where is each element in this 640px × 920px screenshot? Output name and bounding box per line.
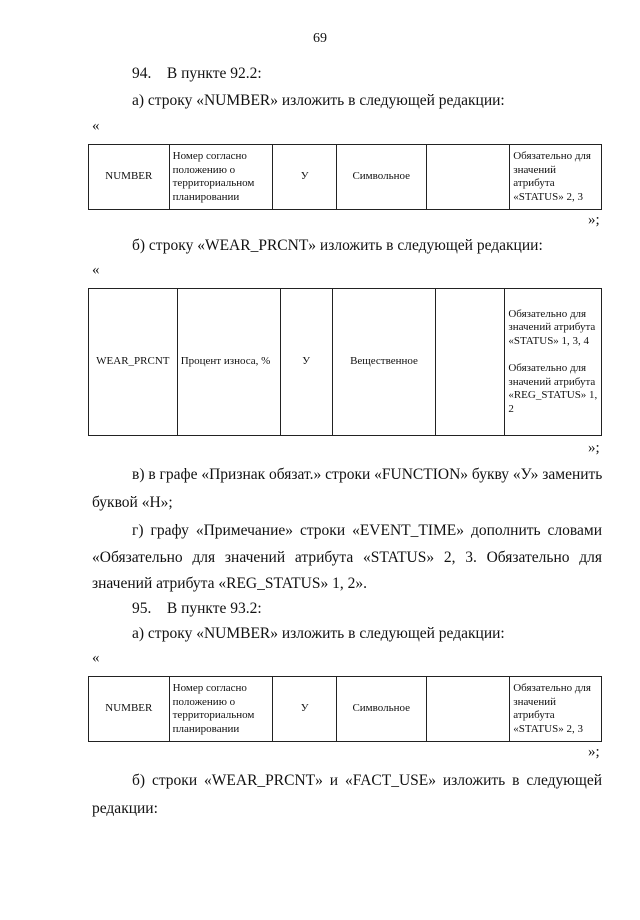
open-quote: «: [92, 118, 100, 134]
close-quote-95: »;: [588, 744, 600, 760]
section-94-number: 94.: [132, 65, 152, 82]
field-name-cell: NUMBER: [89, 145, 170, 210]
section-94-title: В пункте 92.2:: [166, 65, 262, 82]
section-95-number: 95.: [132, 600, 152, 617]
field-note-cell: Обязательно для значений атрибута «STATUS» 2, 3: [510, 677, 602, 742]
note-status: Обязательно для значений атрибута «STATUS» 1, 3, 4: [508, 307, 596, 347]
section-94-item-a: а) строку «NUMBER» изложить в следующей редакции:: [132, 92, 505, 109]
open-quote-95: «: [92, 650, 100, 666]
field-description-cell: Процент износа, %: [177, 289, 280, 436]
field-flag-cell: У: [280, 289, 332, 436]
record-table-wear-prcnt: [88, 288, 602, 436]
field-note-cell: Обязательно для значений атрибута «STATUS» 2, 3: [510, 145, 602, 210]
field-name-cell: NUMBER: [89, 677, 170, 742]
open-quote-b: «: [92, 262, 100, 278]
close-quote-b: »;: [588, 440, 600, 456]
section-95-item-a: а) строку «NUMBER» изложить в следующей редакции:: [132, 625, 505, 642]
record-table-number-95: [88, 676, 602, 742]
record-table-number-94: [88, 144, 602, 210]
section-94-heading: [132, 64, 262, 84]
section-94-item-v-line1: в) в графе «Признак обязат.» строки «FUNCTION» букву «У» заменить: [132, 466, 603, 483]
field-empty-cell: [426, 677, 510, 742]
field-name-cell: WEAR_PRCNT: [89, 289, 178, 436]
section-95-heading: [132, 599, 262, 619]
section-95-title: В пункте 93.2:: [166, 600, 262, 617]
note-reg-status: Обязательно для значений атрибута «REG_STATUS» 1, 2: [508, 362, 598, 415]
table-row: [89, 289, 602, 436]
section-95-item-b-line2: редакции:: [92, 800, 158, 817]
field-description-cell: Номер согласно положению о территориальном планировании: [169, 145, 273, 210]
page-number: 69: [313, 31, 327, 46]
field-flag-cell: У: [273, 145, 336, 210]
field-type-cell: Символьное: [336, 677, 426, 742]
table-row: [89, 145, 602, 210]
field-type-cell: Вещественное: [332, 289, 436, 436]
field-flag-cell: У: [273, 677, 336, 742]
section-94-item-g-line2: «Обязательно для значений атрибута «STATUS» 2, 3. Обязательно для: [92, 549, 602, 566]
section-94-item-g-line3: значений атрибута «REG_STATUS» 1, 2».: [92, 575, 367, 592]
section-94-item-b: б) строку «WEAR_PRCNT» изложить в следующей редакции:: [132, 237, 543, 254]
field-empty-cell: [436, 289, 505, 436]
section-95-item-b-line1: б) строки «WEAR_PRCNT» и «FACT_USE» изложить в следующей: [132, 772, 602, 789]
section-94-item-v-line2: буквой «Н»;: [92, 494, 173, 511]
table-row: [89, 677, 602, 742]
section-94-item-g-line1: г) графу «Примечание» строки «EVENT_TIME» дополнить словами: [132, 522, 602, 539]
field-type-cell: Символьное: [336, 145, 426, 210]
field-note-cell: [505, 289, 602, 436]
field-description-cell: Номер согласно положению о территориальном планировании: [169, 677, 273, 742]
close-quote: »;: [588, 212, 600, 228]
field-empty-cell: [426, 145, 510, 210]
